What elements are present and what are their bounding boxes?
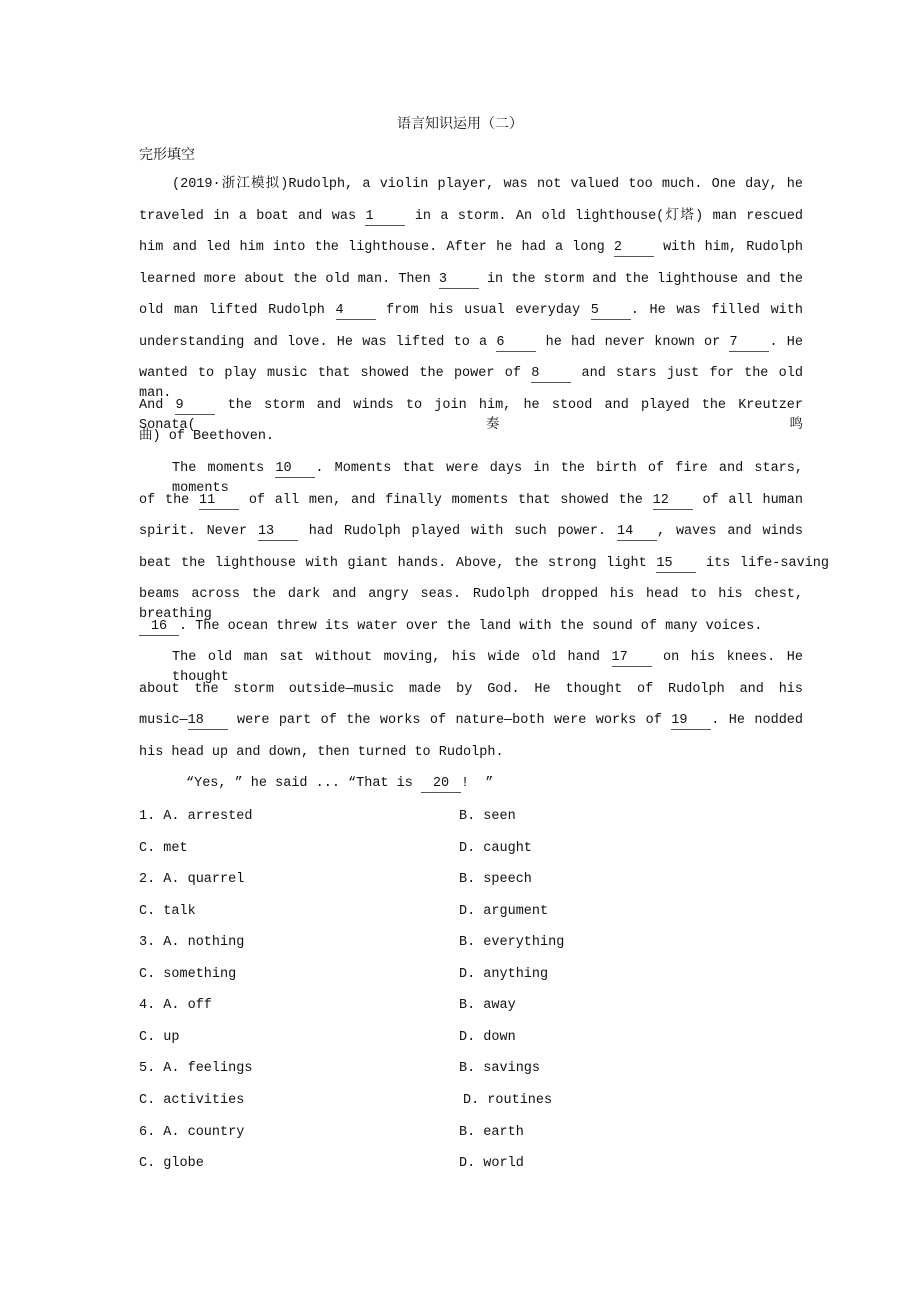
blank-13: 13 [258, 523, 298, 541]
passage-line [139, 301, 803, 321]
option-item: C. met [139, 840, 188, 856]
passage-text: the storm and winds to join him, he stood and played the Kreutzer Sonata(奏鸣 [139, 397, 804, 433]
blank-18: 18 [188, 712, 228, 730]
passage-line [139, 585, 803, 623]
passage-text: in the storm and the lighthouse and the [478, 271, 803, 287]
passage-text: The moments [172, 460, 276, 476]
blank-12: 12 [653, 492, 693, 510]
option-item: C. something [139, 966, 237, 982]
blank-19: 19 [671, 712, 711, 730]
page-title: 语言知识运用（二） [397, 116, 523, 132]
passage-text: 曲) of Beethoven. [139, 429, 275, 445]
passage-text: spirit. Never [139, 524, 258, 540]
passage-line [139, 238, 803, 258]
passage-text: The old man sat without moving, his wide old hand [172, 650, 612, 666]
blank-17: 17 [612, 649, 652, 667]
passage-text: with him, Rudolph [653, 240, 803, 256]
passage-text: beams across the dark and angry seas. Rudolph dropped his head to his chest, breathing [139, 587, 803, 623]
option-item: D. routines [463, 1092, 553, 1108]
passage-line [139, 617, 762, 637]
passage-line [139, 396, 804, 433]
passage-text: wanted to play music that showed the power of [139, 366, 532, 382]
blank-7: 7 [729, 334, 769, 352]
passage-line [139, 333, 803, 353]
blank-15: 15 [656, 555, 696, 573]
passage-line [172, 648, 803, 686]
passage-line [139, 522, 803, 542]
passage-line [139, 743, 504, 763]
passage-text: understanding and love. He was lifted to a [139, 334, 497, 350]
passage-text: . Moments that were days in the birth of fire and stars, moments [172, 460, 803, 496]
passage-text: were part of the works of nature—both were works of [227, 713, 672, 729]
passage-text: had Rudolph played with such power. [297, 524, 617, 540]
passage-line [139, 554, 829, 574]
option-item: 3. A. nothing [139, 935, 245, 951]
passage-text: . He nodded [711, 713, 803, 729]
passage-line [172, 175, 803, 195]
passage-line [139, 364, 803, 402]
option-item: D. world [459, 1156, 524, 1172]
passage-line [139, 427, 274, 447]
blank-8: 8 [531, 365, 571, 383]
blank-9: 9 [175, 397, 215, 415]
option-item: C. activities [139, 1092, 245, 1108]
passage-text: his head up and down, then turned to Rudolph. [139, 744, 504, 760]
passage-text: of all human [692, 492, 803, 508]
option-item: D. down [459, 1029, 516, 1045]
option-item: 5. A. feelings [139, 1061, 253, 1077]
option-item: B. speech [459, 872, 532, 888]
passage-text: “Yes, ” he said ... “That is [186, 776, 421, 792]
option-item: C. talk [139, 903, 196, 919]
option-item: 2. A. quarrel [139, 872, 245, 888]
option-item: D. argument [459, 903, 549, 919]
passage-text: , waves and winds [657, 524, 803, 540]
passage-text: (2019·浙江模拟)Rudolph, a violin player, was not valued too much. One day, he [172, 177, 803, 192]
blank-16: 16 [139, 618, 179, 636]
option-item: 6. A. country [139, 1124, 245, 1140]
option-item: D. anything [459, 966, 549, 982]
blank-1: 1 [365, 208, 405, 226]
passage-text: from his usual everyday [375, 303, 591, 319]
option-item: B. earth [459, 1124, 524, 1140]
passage-text: him and led him into the lighthouse. After he had a long [139, 240, 614, 256]
passage-text: traveled in a boat and was [139, 208, 366, 224]
passage-text: and stars just for the old man. [139, 366, 803, 402]
passage-text: of the [139, 492, 200, 508]
blank-14: 14 [617, 523, 657, 541]
blank-2: 2 [614, 239, 654, 257]
option-item: C. up [139, 1029, 180, 1045]
passage-line [139, 491, 803, 511]
option-item: B. away [459, 998, 516, 1014]
passage-text: in a storm. An old lighthouse(灯塔) man rescued [405, 208, 803, 224]
passage-text: music— [139, 713, 188, 729]
passage-text: . The ocean threw its water over the land with the sound of many voices. [179, 618, 763, 634]
passage-line [139, 680, 803, 700]
passage-text: of all men, and finally moments that showed the [239, 492, 653, 508]
passage-text: . He was filled with [630, 303, 803, 319]
passage-text: its life-saving [696, 555, 829, 571]
passage-line [139, 711, 803, 731]
passage-text: learned more about the old man. Then [139, 271, 439, 287]
option-item: D. caught [459, 840, 532, 856]
blank-11: 11 [199, 492, 239, 510]
blank-20: 20 [421, 775, 461, 793]
passage-line [139, 270, 803, 290]
section-heading: 完形填空 [139, 147, 195, 163]
blank-4: 4 [336, 302, 376, 320]
option-item: B. seen [459, 809, 516, 824]
option-item: 1. A. arrested [139, 809, 253, 824]
passage-text: on his knees. He thought [172, 650, 803, 686]
passage-text: old man lifted Rudolph [139, 303, 336, 319]
passage-text: . He [769, 334, 804, 350]
blank-6: 6 [496, 334, 536, 352]
passage-line [172, 459, 803, 496]
passage-line [186, 774, 493, 794]
passage-text: beat the lighthouse with giant hands. Above, the strong light [139, 555, 657, 571]
option-item: B. everything [459, 935, 565, 951]
blank-3: 3 [439, 271, 479, 289]
option-item: B. savings [459, 1061, 541, 1077]
passage-text: he had never known or [536, 334, 730, 350]
passage-text: And [139, 397, 176, 413]
blank-10: 10 [275, 460, 315, 478]
passage-text: ! ” [460, 776, 494, 792]
passage-line [139, 207, 803, 227]
passage-text: about the storm outside—music made by God. He thought of Rudolph and his [139, 681, 803, 697]
blank-5: 5 [591, 302, 631, 320]
option-item: C. globe [139, 1156, 204, 1172]
option-item: 4. A. off [139, 998, 212, 1014]
